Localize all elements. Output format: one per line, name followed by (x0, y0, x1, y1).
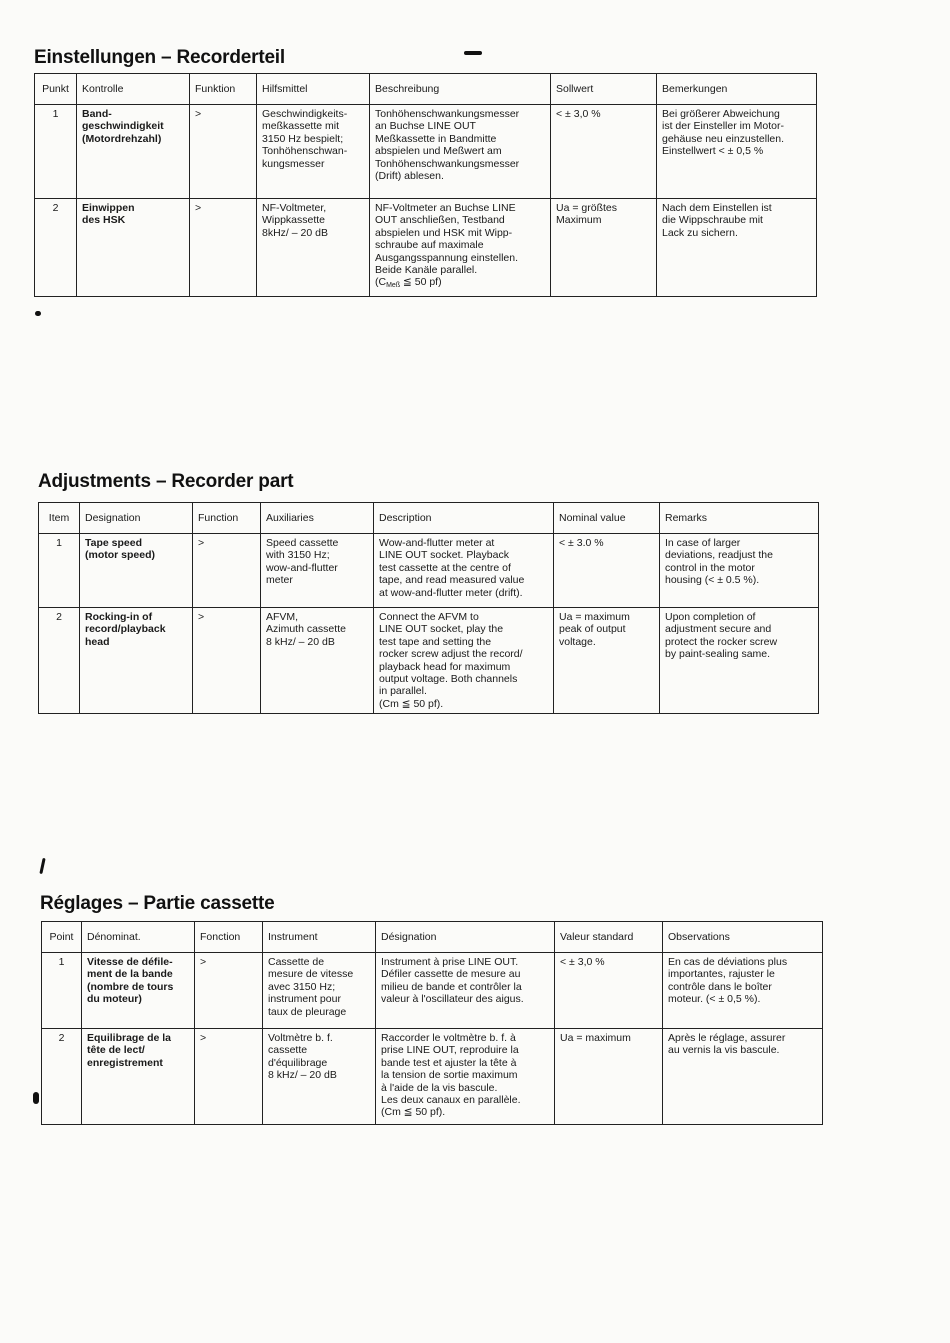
col-header: Désignation (376, 922, 555, 953)
section-title-fr: Réglages – Partie cassette (40, 893, 275, 914)
col-header: Auxiliaries (261, 503, 374, 534)
scan-mark (464, 51, 482, 55)
col-header: Nominal value (554, 503, 660, 534)
col-header: Designation (80, 503, 193, 534)
aux-cell: AFVM, Azimuth cassette 8 kHz/ – 20 dB (261, 608, 374, 714)
col-header: Remarks (660, 503, 819, 534)
col-header: Observations (663, 922, 823, 953)
col-header: Punkt (35, 74, 77, 105)
aux-cell: NF-Voltmeter, Wippkassette 8kHz/ – 20 dB (257, 199, 370, 297)
function-cell: > (193, 534, 261, 608)
col-header: Fonction (195, 922, 263, 953)
aux-cell: Speed cassette with 3150 Hz; wow-and-flutter meter (261, 534, 374, 608)
col-header: Valeur standard (555, 922, 663, 953)
nominal-cell: < ± 3,0 % (551, 105, 657, 199)
nominal-cell: Ua = maximum peak of output voltage. (554, 608, 660, 714)
col-header: Point (42, 922, 82, 953)
item-number: 2 (39, 608, 80, 714)
scan-mark (39, 858, 45, 874)
section-title-de: Einstellungen – Recorderteil (34, 47, 285, 68)
col-header: Funktion (190, 74, 257, 105)
function-cell: > (195, 1029, 263, 1125)
aux-cell: Cassette de mesure de vitesse avec 3150 Hz; instrument pour taux de pleurage (263, 953, 376, 1029)
control-cell: Einwippen des HSK (77, 199, 190, 297)
scan-mark (33, 1092, 39, 1104)
subscript-text: Meß (386, 282, 401, 290)
col-header: Hilfsmittel (257, 74, 370, 105)
description-cell: Connect the AFVM to LINE OUT socket, play the test tape and setting the rocker screw adjust the record/ playback head for maximum output voltage. Both channels in parallel. (Cm ≦ 50 pf). (374, 608, 554, 714)
col-header: Dénominat. (82, 922, 195, 953)
aux-cell: Voltmètre b. f. cassette d'équilibrage 8 kHz/ – 20 dB (263, 1029, 376, 1125)
table-row (35, 105, 817, 199)
remarks-cell: Après le réglage, assurer au vernis la vis bascule. (663, 1029, 823, 1125)
table-row (42, 953, 823, 1029)
function-cell: > (193, 608, 261, 714)
control-cell: Tape speed (motor speed) (80, 534, 193, 608)
col-header: Description (374, 503, 554, 534)
item-number: 2 (42, 1029, 82, 1125)
nominal-cell: < ± 3.0 % (554, 534, 660, 608)
table-row (35, 199, 817, 297)
control-cell: Rocking-in of record/playback head (80, 608, 193, 714)
nominal-cell: Ua = größtes Maximum (551, 199, 657, 297)
col-header: Beschreibung (370, 74, 551, 105)
remarks-cell: In case of larger deviations, readjust the control in the motor housing (< ± 0.5 %). (660, 534, 819, 608)
item-number: 1 (39, 534, 80, 608)
control-cell: Vitesse de défile- ment de la bande (nombre de tours du moteur) (82, 953, 195, 1029)
description-cell: Wow-and-flutter meter at LINE OUT socket. Playback test cassette at the centre of tape, and read measured value at wow-and-flutter meter (drift). (374, 534, 554, 608)
aux-cell: Geschwindigkeits- meßkassette mit 3150 Hz bespielt; Tonhöhenschwan- kungsmesser (257, 105, 370, 199)
section-title-en: Adjustments – Recorder part (38, 471, 294, 492)
col-header: Bemerkungen (657, 74, 817, 105)
remarks-cell: Bei größerer Abweichung ist der Einsteller im Motor- gehäuse neu einzustellen. Einstellwert < ± 0,5 % (657, 105, 817, 199)
scan-mark (35, 311, 41, 316)
control-cell: Equilibrage de la tête de lect/ enregistrement (82, 1029, 195, 1125)
table-row (39, 534, 819, 608)
description-cell: Tonhöhenschwankungsmesser an Buchse LINE OUT Meßkassette in Bandmitte abspielen und Meßwert am Tonhöhenschwankungsmesser (Drift) ablesen. (370, 105, 551, 199)
function-cell: > (190, 105, 257, 199)
col-header: Instrument (263, 922, 376, 953)
col-header: Item (39, 503, 80, 534)
adjustment-table-de (34, 73, 817, 297)
function-cell: > (195, 953, 263, 1029)
col-header: Kontrolle (77, 74, 190, 105)
nominal-cell: < ± 3,0 % (555, 953, 663, 1029)
item-number: 1 (42, 953, 82, 1029)
nominal-cell: Ua = maximum (555, 1029, 663, 1125)
table-header-row (42, 922, 823, 953)
table-row (42, 1029, 823, 1125)
table-row (39, 608, 819, 714)
description-cell: Instrument à prise LINE OUT. Défiler cassette de mesure au milieu de bande et contrôler la valeur à l'oscillateur des aigus. (376, 953, 555, 1029)
col-header: Function (193, 503, 261, 534)
description-cell: NF-Voltmeter an Buchse LINE OUT anschließen, Testband abspielen und HSK mit Wipp- schraube auf maximale Ausgangsspannung einstellen. Beide Kanäle parallel. ($C_{Meß}$ ≦ 50 pf) (370, 199, 551, 297)
col-header: Sollwert (551, 74, 657, 105)
adjustment-table-en (38, 502, 819, 714)
description-cell: Raccorder le voltmètre b. f. à prise LINE OUT, reproduire la bande test et ajuster la tête à la tension de sortie maximum à l'aide de la vis bascule. Les deux canaux en parallèle. (Cm ≦ 50 pf). (376, 1029, 555, 1125)
remarks-cell: Upon completion of adjustment secure and protect the rocker screw by paint-sealing same. (660, 608, 819, 714)
function-cell: > (190, 199, 257, 297)
table-header-row (35, 74, 817, 105)
adjustment-table-fr (41, 921, 823, 1125)
control-cell: Band- geschwindigkeit (Motordrehzahl) (77, 105, 190, 199)
remarks-cell: En cas de déviations plus importantes, rajuster le contrôle dans le boîter moteur. (< ± 0,5 %). (663, 953, 823, 1029)
remarks-cell: Nach dem Einstellen ist die Wippschraube mit Lack zu sichern. (657, 199, 817, 297)
item-number: 1 (35, 105, 77, 199)
item-number: 2 (35, 199, 77, 297)
table-header-row (39, 503, 819, 534)
